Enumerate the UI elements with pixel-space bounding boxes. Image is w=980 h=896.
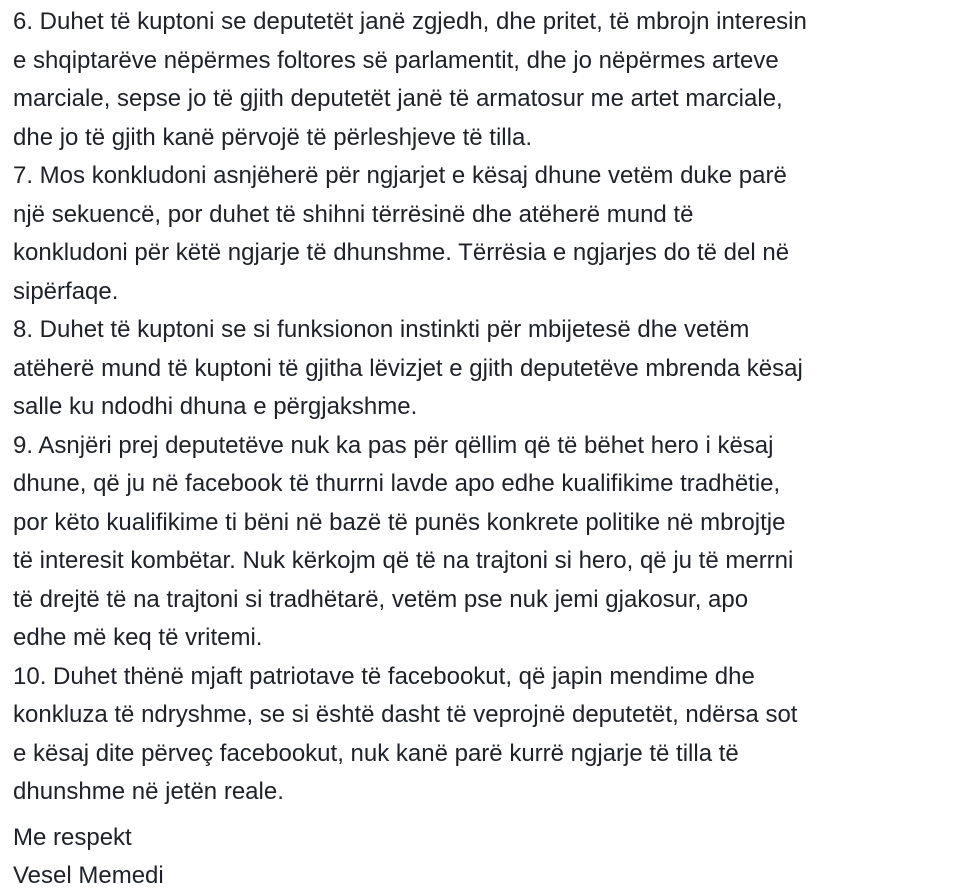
- text-line: e shqiptarëve nëpërmes foltores së parlamentit, dhe jo nëpërmes arteve: [13, 46, 779, 74]
- text-line: një sekuencë, por duhet të shihni tërrësinë dhe atëherë mund të: [13, 200, 694, 228]
- text-line: e kësaj dite përveç facebookut, nuk kanë parë kurrë ngjarje të tilla të: [13, 739, 739, 767]
- text-line: 10. Duhet thënë mjaft patriotave të facebookut, që japin mendime dhe: [13, 662, 755, 690]
- text-line: të interesit kombëtar. Nuk kërkojm që të na trajtoni si hero, që ju të merrni: [13, 547, 794, 574]
- text-line: dhune, që ju në facebook të thurrni lavde apo edhe kualifikime tradhëtie,: [13, 470, 781, 497]
- closing-text: Me respekt: [13, 823, 132, 851]
- text-line: dhe jo të gjith kanë përvojë të përleshjeve të tilla.: [13, 123, 532, 151]
- paragraph-8: [13, 311, 975, 427]
- text-line: marciale, sepse jo të gjith deputetët janë të armatosur me artet marciale,: [13, 85, 783, 112]
- author-name: Vesel Memedi: [13, 862, 164, 889]
- text-line: konkluza të ndryshme, se si është dasht të veprojnë deputetët, ndërsa sot: [13, 701, 798, 728]
- paragraph-10: [13, 658, 975, 812]
- paragraph-7: [13, 157, 975, 311]
- text-line: por këto kualifikime ti bëni në bazë të punës konkrete politike në mbrojtje: [13, 508, 786, 536]
- post-body: [13, 3, 975, 896]
- text-line: dhunshme në jetën reale.: [13, 778, 284, 805]
- text-line: edhe më keq të vritemi.: [13, 624, 263, 651]
- signoff: [13, 819, 975, 896]
- text-line: të drejtë të na trajtoni si tradhëtarë, vetëm pse nuk jemi gjakosur, apo: [13, 585, 749, 613]
- text-line: konkludoni për këtë ngjarje të dhunshme. Tërrësia e ngjarjes do të del në: [13, 239, 790, 266]
- text-line: sipërfaqe.: [13, 277, 119, 305]
- text-line: 6. Duhet të kuptoni se deputetët janë zgjedh, dhe pritet, të mbrojn interesin: [13, 8, 807, 35]
- text-line: 9. Asnjëri prej deputetëve nuk ka pas për qëllim që të bëhet hero i kësaj: [13, 431, 774, 459]
- text-line: salle ku ndodhi dhuna e përgjakshme.: [13, 393, 418, 420]
- paragraph-6: [13, 3, 975, 157]
- text-line: 7. Mos konkludoni asnjëherë për ngjarjet e kësaj dhune vetëm duke parë: [13, 162, 787, 189]
- text-line: 8. Duhet të kuptoni se si funksionon instinkti për mbijetesë dhe vetëm: [13, 316, 750, 343]
- paragraph-9: [13, 427, 975, 658]
- text-line: atëherë mund të kuptoni të gjitha lëvizjet e gjith deputetëve mbrenda kësaj: [13, 354, 803, 382]
